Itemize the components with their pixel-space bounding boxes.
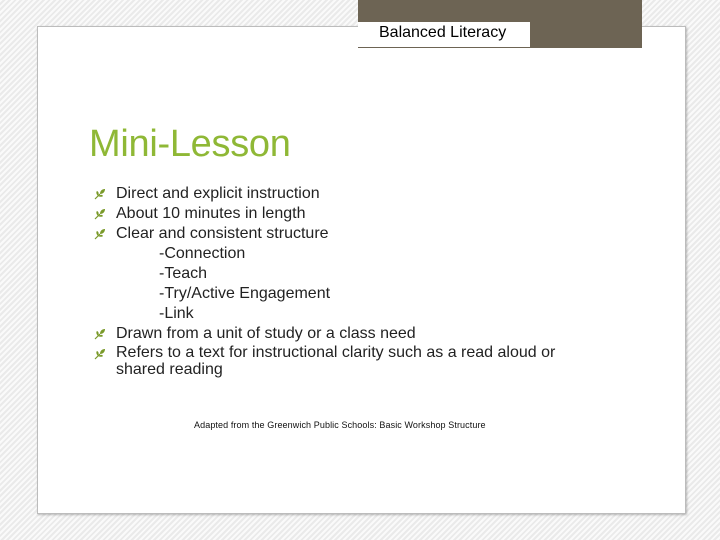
bullet-item (94, 204, 614, 224)
bullet-item (94, 324, 614, 344)
sub-item: -Link (159, 305, 194, 322)
bullet-item (94, 184, 614, 204)
sub-item: -Try/Active Engagement (159, 285, 331, 302)
bullet-text: Direct and explicit instruction (116, 185, 320, 202)
sub-item: -Connection (159, 245, 246, 262)
header-stripe (530, 22, 642, 47)
header-label: Balanced Literacy (358, 22, 530, 47)
bullet-text: Clear and consistent structure (116, 225, 329, 242)
header-tab (358, 0, 642, 48)
slide-title: Mini-Lesson (89, 123, 291, 165)
wheat-leaf-icon (94, 228, 106, 240)
bullet-item (94, 344, 614, 380)
wheat-leaf-icon (94, 348, 106, 360)
bullet-list (94, 184, 614, 380)
bullet-text: About 10 minutes in length (116, 205, 306, 222)
sub-item: -Teach (159, 265, 208, 282)
wheat-leaf-icon (94, 328, 106, 340)
wheat-leaf-icon (94, 208, 106, 220)
bullet-text: Refers to a text for instructional clarity such as a read aloud or shared reading (116, 344, 556, 378)
bullet-text: Drawn from a unit of study or a class need (116, 325, 416, 342)
bullet-item (94, 224, 614, 244)
footnote: Adapted from the Greenwich Public Schools: Basic Workshop Structure (194, 420, 486, 430)
wheat-leaf-icon (94, 188, 106, 200)
